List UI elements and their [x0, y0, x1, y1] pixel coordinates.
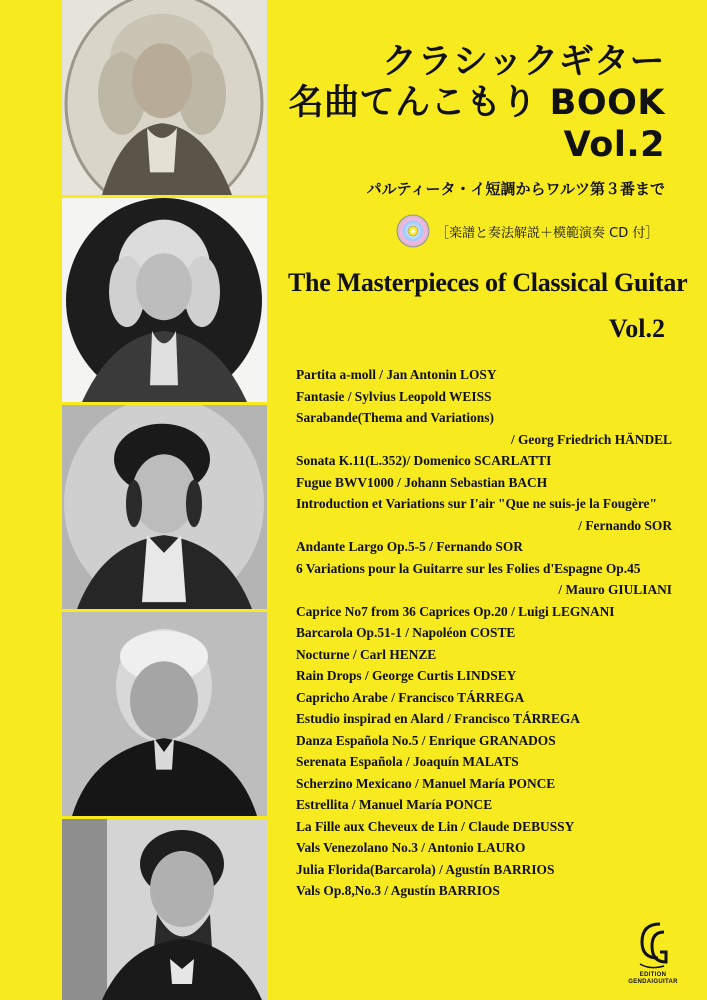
contents-item: / Georg Friedrich HÄNDEL	[510, 431, 672, 447]
portrait-romantic-composer	[62, 405, 267, 612]
contents-item: Julia Florida(Barcarola) / Agustín BARRIOS	[296, 861, 555, 877]
contents-item: Serenata Española / Joaquín MALATS	[296, 754, 519, 769]
contents-item: Scherzino Mexicano / Manuel María PONCE	[296, 775, 556, 791]
contents-item: Vals Venezolano No.3 / Antonio LAURO	[296, 840, 526, 855]
japanese-subtitle: パルティータ・イ短調からワルツ第３番まで	[366, 180, 665, 198]
contents-item: Vals Op.8,No.3 / Agustín BARRIOS	[296, 883, 500, 898]
cd-note-row	[396, 214, 658, 248]
contents-item: Capricho Arabe / Francisco TÁRREGA	[296, 689, 525, 705]
contents-item: Andante Largo Op.5-5 / Fernando SOR	[296, 539, 523, 554]
japanese-title	[289, 42, 666, 166]
contents-item: Fantasie / Sylvius Leopold WEISS	[296, 388, 492, 404]
english-volume: Vol.2	[608, 314, 665, 343]
publisher-logo	[628, 918, 678, 990]
contents-item: Caprice No7 from 36 Caprices Op.20 / Luigi LEGNANI	[296, 603, 615, 619]
japanese-title-line3: Vol.2	[563, 124, 665, 165]
portrait-column	[62, 0, 267, 1000]
contents-item: Sonata K.11(L.352)/ Domenico SCARLATTI	[296, 453, 552, 468]
portrait-composer-photograph	[62, 612, 267, 819]
contents-item: Estudio inspirad en Alard / Francisco TÁRREGA	[296, 711, 580, 726]
contents-item: Sarabande(Thema and Variations)	[296, 410, 494, 425]
portrait-bearded-composer	[62, 819, 267, 1000]
cd-note-text: ［楽譜と奏法解説＋模範演奏 CD 付］	[436, 225, 659, 241]
contents-item: Rain Drops / George Curtis LINDSEY	[296, 668, 517, 683]
japanese-title-line1: クラシックギター	[382, 42, 665, 82]
publisher-line1: EDITION	[639, 972, 667, 978]
contents-item: Fugue BWV1000 / Johann Sebastian BACH	[296, 474, 548, 490]
publisher-line2: GENDAIGUITAR	[628, 979, 678, 985]
japanese-title-line2: 名曲てんこもり BOOK	[288, 83, 665, 124]
contents-item: / Mauro GIULIANI	[558, 582, 672, 597]
contents-item: Estrellita / Manuel María PONCE	[296, 797, 493, 812]
contents-list	[296, 364, 672, 902]
contents-item: Introduction et Variations sur I'air "Que ne suis-je la Fougère"	[296, 496, 657, 511]
contents-item: 6 Variations pour la Guitarre sur les Folies d'Espagne Op.45	[296, 560, 641, 576]
contents-item: Partita a-moll / Jan Antonin LOSY	[296, 367, 497, 382]
contents-item: / Fernando SOR	[578, 517, 672, 533]
portrait-baroque-composer-oval	[62, 198, 267, 405]
contents-item: Barcarola Op.51-1 / Napoléon COSTE	[296, 625, 516, 640]
english-title: The Masterpieces of Classical Guitar	[288, 268, 688, 297]
gendaiguitar-monogram-icon	[630, 918, 676, 972]
contents-item: La Fille aux Cheveux de Lin / Claude DEBUSSY	[296, 818, 575, 834]
cd-disc-icon	[396, 214, 430, 248]
contents-item: Nocturne / Carl HENZE	[296, 646, 437, 662]
portrait-baroque-composer-wig	[62, 0, 267, 198]
contents-item: Danza Española No.5 / Enrique GRANADOS	[296, 732, 556, 748]
